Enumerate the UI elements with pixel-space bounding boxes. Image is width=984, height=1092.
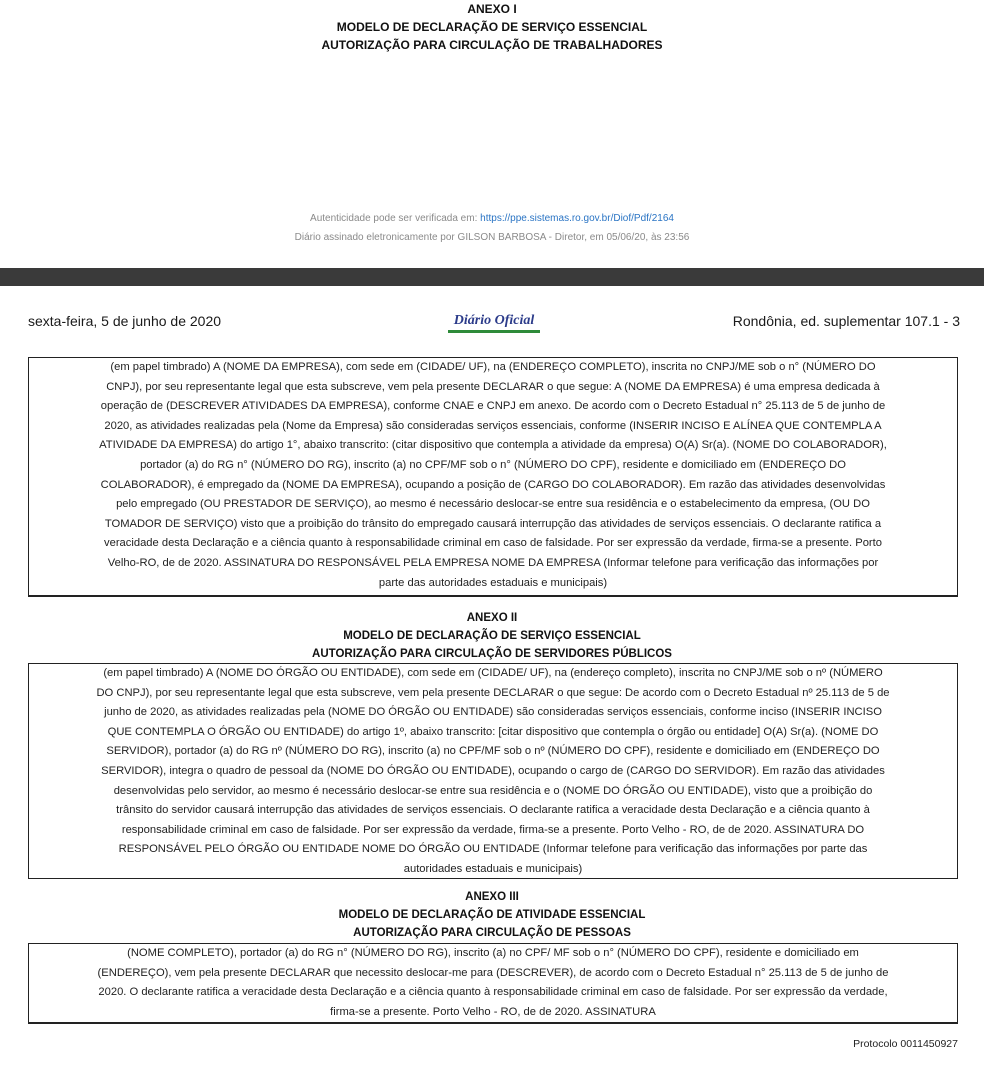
text-line: COLABORADOR), é empregado da (NOME DA EMPRESA), ocupando a posição de (CARGO DO COLABORADOR). Em razão das atividades desenvolvidas — [100, 478, 886, 491]
annex1-heading — [0, 0, 984, 54]
text-line: QUE CONTEMPLA O ÓRGÃO OU ENTIDADE) do artigo 1º, abaixo transcrito: [citar dispositivo que contempla o órgão ou entidade] O(A) Sr(a). (NOME DO — [107, 725, 879, 738]
text-line: veracidade desta Declaração e a ciência quanto à responsabilidade criminal em caso de falsidade. Por ser expressão da verdade, firma-se a presente. Porto — [104, 537, 882, 550]
text-line: TOMADOR DE SERVIÇO) visto que a proibição do trânsito do empregado causará interrupção das atividades de serviços essenciais. O declarante ratifica a — [104, 517, 882, 530]
text-line: responsabilidade criminal em caso de falsidade. Por ser expressão da verdade, firma-se a presente. Porto Velho - RO, de de 2020. ASSINATURA DO — [121, 823, 865, 836]
protocol-number: Protocolo 0011450927 — [853, 1038, 958, 1050]
annex2-subtitle-2: AUTORIZAÇÃO PARA CIRCULAÇÃO DE SERVIDORES PÚBLICOS — [312, 648, 672, 660]
authenticity-label: Autenticidade pode ser verificada em: — [310, 213, 478, 224]
signature-line: Diário assinado eletronicamente por GILSON BARBOSA - Diretor, em 05/06/20, às 23:56 — [294, 232, 690, 243]
annex1-subtitle-2: AUTORIZAÇÃO PARA CIRCULAÇÃO DE TRABALHADORES — [321, 38, 663, 52]
journal-logo — [444, 313, 544, 333]
text-line: ATIVIDADE DA EMPRESA) do artigo 1°, abaixo transcrito: (citar dispositivo que contempla a atividade da empresa) O(A) Sr(a). (NOME DO COLABORADOR), — [99, 439, 887, 452]
text-line: RESPONSÁVEL PELO ÓRGÃO OU ENTIDADE NOME DO ÓRGÃO OU ENTIDADE (Informar telefone para verificação das informações por parte das — [118, 843, 868, 856]
annex1-text-box — [28, 357, 958, 596]
text-line: pelo empregado (OU PRESTADOR DE SERVIÇO), ao mesmo é necessário deslocar-se entre sua residência e o estabelecimento da empresa, (OU DO — [116, 498, 870, 511]
journal-underline — [448, 330, 540, 333]
text-line: autoridades estaduais e municipais) — [403, 862, 583, 875]
annex3-subtitle-1: MODELO DE DECLARAÇÃO DE ATIVIDADE ESSENCIAL — [338, 909, 646, 921]
authenticity-link[interactable]: https://ppe.sistemas.ro.gov.br/Diof/Pdf/2164 — [480, 213, 674, 224]
text-line: parte das autoridades estaduais e municipais) — [378, 576, 608, 589]
text-line: DO CNPJ), por seu representante legal que esta subscreve, vem pela presente DECLARAR o que segue: De acordo com o Decreto Estadual nº 25.113 de 5 de — [96, 686, 890, 699]
annex3-title: ANEXO III — [465, 891, 519, 903]
annex1-title: ANEXO I — [467, 2, 517, 16]
text-line: 2020. O declarante ratifica a veracidade desta Declaração e a ciência quanto à responsabilidade criminal em caso de falsidade. Por ser expressão da verdade, — [98, 986, 888, 999]
text-line: desenvolvidas pelo servidor, ao mesmo é necessário deslocar-se entre sua residência e o (NOME DO ÓRGÃO OU ENTIDADE), visto que a proibição do — [113, 784, 873, 797]
text-line: trânsito do servidor causará interrupção das atividades de serviços essenciais. O declarante ratifica a veracidade desta Declaração e a ciência quanto à — [116, 804, 870, 817]
text-line: firma-se a presente. Porto Velho - RO, de de 2020. ASSINATURA — [330, 1005, 656, 1018]
text-line: 2020, as atividades realizadas pela (Nome da Empresa) são consideradas serviços essenciais, conforme (INSERIR INCISO E ALÍNEA QUE CONTEMPLA A — [104, 419, 882, 432]
text-line: (NOME COMPLETO), portador (a) do RG n° (NÚMERO DO RG), inscrito (a) no CPF/ MF sob o n° (NÚMERO DO CPF), residente e domiciliado em — [127, 947, 859, 959]
annex2-subtitle-1: MODELO DE DECLARAÇÃO DE SERVIÇO ESSENCIAL — [343, 630, 641, 642]
page-separator — [0, 268, 984, 286]
text-line: CNPJ), por seu representante legal que esta subscreve, vem pela presente DECLARAR o que segue: A (NOME DA EMPRESA) é uma empresa dedicada à — [106, 380, 880, 393]
text-line: SERVIDOR), integra o quadro de pessoal da (NOME DO ÓRGÃO OU ENTIDADE), ocupando o cargo de (CARGO DO SERVIDOR). Em razão das atividades — [101, 764, 885, 777]
text-line: SERVIDOR), portador (a) do RG nº (NÚMERO DO RG), inscrito (a) no CPF/MF sob o nº (NÚMERO DO CPF), residente e domiciliado em (ENDEREÇO DO — [106, 745, 880, 758]
page-header — [28, 313, 960, 335]
annex3-text-box — [28, 943, 958, 1023]
text-line: (em papel timbrado) A (NOME DA EMPRESA), com sede em (CIDADE/ UF), na (ENDEREÇO COMPLETO), inscrita no CNPJ/ME sob o n° (NÚMERO DO — [110, 361, 876, 373]
text-line: junho de 2020, as atividades realizadas pela (NOME DO ÓRGÃO OU ENTIDADE) são consideradas serviços essenciais, conforme inciso (INSERIR INCISO — [104, 706, 882, 719]
text-line: Velho-RO, de de 2020. ASSINATURA DO RESPONSÁVEL PELA EMPRESA NOME DA EMPRESA (Informar telefone para verificação das informações por — [107, 556, 879, 569]
annex2-text-box — [28, 663, 958, 879]
text-line: portador (a) do RG n° (NÚMERO DO RG), inscrito (a) no CPF/MF sob o n° (NÚMERO DO CPF), residente e domiciliado em (ENDEREÇO DO — [140, 458, 846, 471]
page-edition: Rondônia, ed. suplementar 107.1 - 3 — [732, 313, 960, 329]
annex2-heading — [0, 609, 984, 663]
text-line: operação de (DESCREVER ATIVIDADES DA EMPRESA), conforme CNAE e CNPJ em anexo. De acordo com o Decreto Estadual n° 25.113 de 5 de junho de — [100, 400, 886, 413]
annex3-heading — [0, 888, 984, 942]
page-date: sexta-feira, 5 de junho de 2020 — [28, 313, 222, 329]
text-line: (ENDEREÇO), vem pela presente DECLARAR que necessito deslocar-me para (DESCREVER), de acordo com o Decreto Estadual n° 25.113 de 5 de junho de — [97, 966, 889, 979]
annex1-subtitle-1: MODELO DE DECLARAÇÃO DE SERVIÇO ESSENCIAL — [336, 20, 648, 34]
authenticity-line — [0, 210, 984, 228]
journal-name: Diário Oficial — [453, 313, 535, 328]
annex1-bottom-rule — [28, 595, 958, 597]
annex2-title: ANEXO II — [466, 612, 518, 624]
annex3-subtitle-2: AUTORIZAÇÃO PARA CIRCULAÇÃO DE PESSOAS — [353, 927, 631, 939]
text-line: (em papel timbrado) A (NOME DO ÓRGÃO OU ENTIDADE), com sede em (CIDADE/ UF), na (endereço completo), inscrita no CNPJ/ME sob o nº (NÚMERO — [103, 667, 883, 679]
previous-page-fragment — [0, 0, 984, 268]
annex3-bottom-rule — [28, 1022, 958, 1024]
